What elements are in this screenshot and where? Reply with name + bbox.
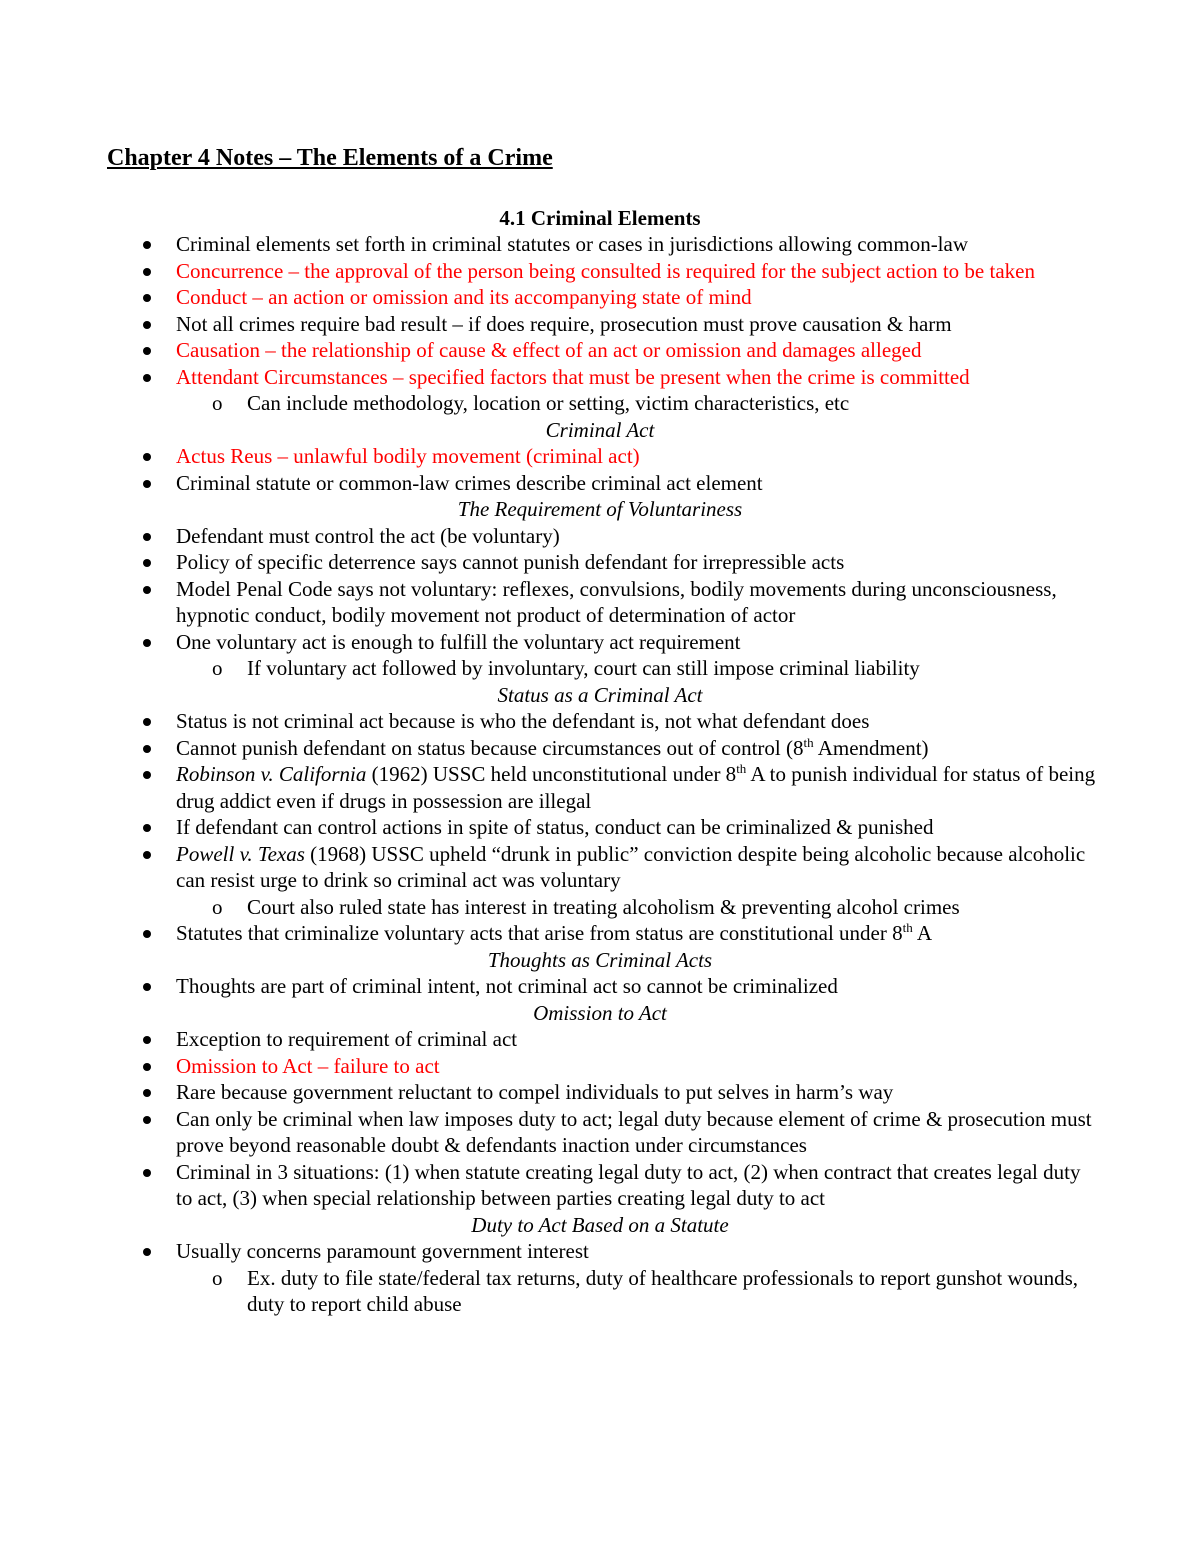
bullet-item xyxy=(0,841,1200,894)
bullet-item: Concurrence – the approval of the person being consulted is required for the subject action to be taken xyxy=(0,258,1200,285)
section-heading: 4.1 Criminal Elements xyxy=(499,206,701,230)
superscript-text: th xyxy=(736,761,747,776)
bullet-item: Exception to requirement of criminal act xyxy=(0,1026,1200,1053)
bullet-item xyxy=(0,735,1200,762)
subsection-heading: Duty to Act Based on a Statute xyxy=(471,1212,729,1237)
sub-bullet-item: o Court also ruled state has interest in treating alcoholism & preventing alcohol crimes xyxy=(0,894,1200,921)
document-title: Chapter 4 Notes – The Elements of a Crime xyxy=(107,145,553,171)
text-segment: (1962) USSC held unconstitutional under 8 xyxy=(366,762,737,786)
superscript-text: th xyxy=(803,734,814,750)
subsection-heading: Thoughts as Criminal Acts xyxy=(487,947,713,972)
bullet-item: Criminal elements set forth in criminal statutes or cases in jurisdictions allowing common-law xyxy=(0,231,1200,258)
text-segment: (1968) USSC upheld “drunk in public” conviction despite being alcoholic because alcoholic can resist urge to drink so criminal act was voluntary xyxy=(176,841,1086,892)
case-name: Powell v. Texas xyxy=(176,841,305,866)
text-segment: A xyxy=(912,921,933,945)
subsection-heading: The Requirement of Voluntariness xyxy=(457,497,743,521)
text-segment: A to punish individual for status of being drug addict even if drugs in possession are illegal xyxy=(176,762,1096,813)
bullet-item: Model Penal Code says not voluntary: reflexes, convulsions, bodily movements during unconsciousness, hypnotic conduct, bodily movement not product of determination of actor xyxy=(0,576,1200,629)
text-segment: Amendment) xyxy=(813,735,929,760)
bullet-item: Actus Reus – unlawful bodily movement (criminal act) xyxy=(0,443,1200,470)
bullet-item: Usually concerns paramount government interest xyxy=(0,1238,1200,1265)
bullet-item: Criminal in 3 situations: (1) when statute creating legal duty to act, (2) when contract that creates legal duty to act, (3) when special relationship between parties creating legal duty to act xyxy=(0,1159,1200,1212)
sub-bullet-item: o Ex. duty to file state/federal tax returns, duty of healthcare professionals to report gunshot wounds, duty to report child abuse xyxy=(0,1265,1200,1318)
notes-list xyxy=(0,231,1200,1318)
superscript-text: th xyxy=(902,920,913,935)
subsection-heading: Omission to Act xyxy=(533,1000,667,1025)
bullet-item xyxy=(0,761,1200,814)
sub-bullet-item: o Can include methodology, location or setting, victim characteristics, etc xyxy=(0,390,1200,417)
bullet-item: Not all crimes require bad result – if does require, prosecution must prove causation & harm xyxy=(0,311,1200,338)
bullet-item: If defendant can control actions in spite of status, conduct can be criminalized & punished xyxy=(0,814,1200,841)
bullet-item: Can only be criminal when law imposes duty to act; legal duty because element of crime & prosecution must prove beyond reasonable doubt & defendants inaction under circumstances xyxy=(0,1106,1200,1159)
bullet-item: Conduct – an action or omission and its accompanying state of mind xyxy=(0,284,1200,311)
bullet-item: Criminal statute or common-law crimes describe criminal act element xyxy=(0,470,1200,497)
bullet-item: Attendant Circumstances – specified factors that must be present when the crime is committed xyxy=(0,364,1200,391)
bullet-item: Thoughts are part of criminal intent, not criminal act so cannot be criminalized xyxy=(0,973,1200,1000)
sub-bullet-item: o If voluntary act followed by involuntary, court can still impose criminal liability xyxy=(0,655,1200,682)
bullet-item: Omission to Act – failure to act xyxy=(0,1053,1200,1080)
bullet-item xyxy=(0,920,1200,947)
text-segment: Cannot punish defendant on status because circumstances out of control (8 xyxy=(176,735,804,760)
bullet-item: Status is not criminal act because is who the defendant is, not what defendant does xyxy=(0,708,1200,735)
bullet-item: One voluntary act is enough to fulfill the voluntary act requirement xyxy=(0,629,1200,656)
subsection-heading: Criminal Act xyxy=(545,417,655,442)
case-name: Robinson v. California xyxy=(176,762,367,786)
bullet-item: Rare because government reluctant to compel individuals to put selves in harm’s way xyxy=(0,1079,1200,1106)
subsection-heading: Status as a Criminal Act xyxy=(497,682,703,707)
bullet-item: Defendant must control the act (be voluntary) xyxy=(0,523,1200,550)
bullet-item: Policy of specific deterrence says cannot punish defendant for irrepressible acts xyxy=(0,549,1200,576)
bullet-item: Causation – the relationship of cause & effect of an act or omission and damages alleged xyxy=(0,337,1200,364)
text-segment: Statutes that criminalize voluntary acts that arise from status are constitutional under 8 xyxy=(176,921,903,945)
